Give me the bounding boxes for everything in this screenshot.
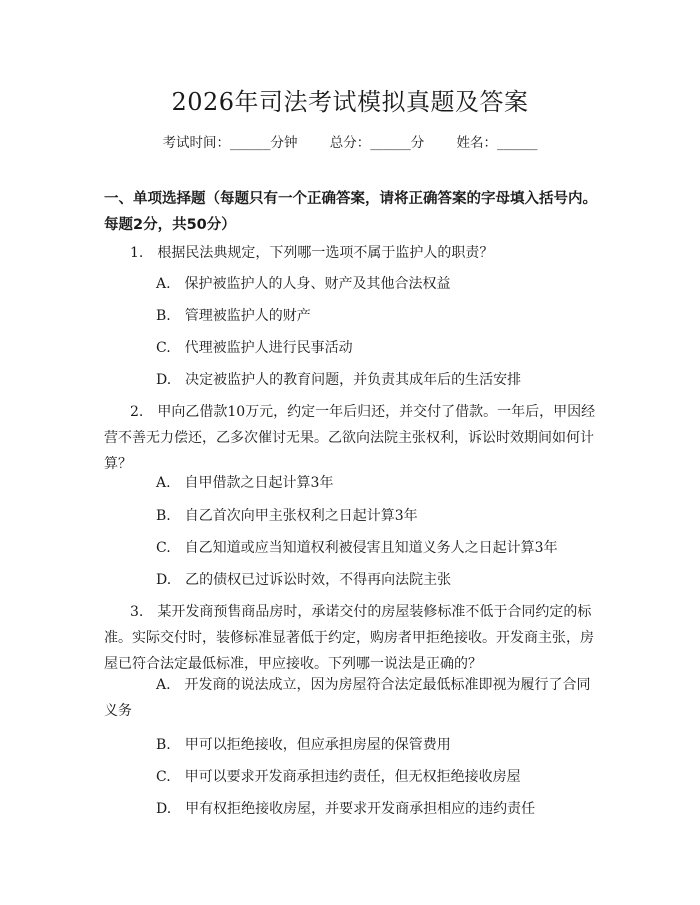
question-option: C. 甲可以要求开发商承担违约责任，但无权拒绝接收房屋: [156, 769, 521, 785]
section-heading: 一、单项选择题（每题只有一个正确答案，请将正确答案的字母填入括号内。每题2分，共50分）: [104, 191, 597, 233]
question-option: D. 乙的债权已过诉讼时效，不得再向法院主张: [156, 572, 452, 588]
total-score-field: 总分：______分: [329, 135, 425, 151]
question-stem: 2. 甲向乙借款10万元，约定一年后归还，并交付了借款。一年后，甲因经营不善无力偿还，乙多次催讨无果。乙欲向法院主张权利，诉讼时效期间如何计算？: [104, 404, 596, 472]
question-option: B. 管理被监护人的财产: [156, 308, 311, 324]
question-option: A. 自甲借款之日起计算3年: [156, 475, 334, 491]
question-stem: 3. 某开发商预售商品房时，承诺交付的房屋装修标准不低于合同约定的标准。实际交付时，装修标准显著低于约定，购房者甲拒绝接收。开发商主张，房屋已符合法定最低标准，甲应接收。下列哪一说法是正确的？: [104, 604, 594, 672]
question-stem: 1. 根据民法典规定，下列哪一选项不属于监护人的职责？: [130, 245, 494, 261]
exam-time-field: 考试时间：______分钟: [162, 135, 298, 151]
question-option: C. 自乙知道或应当知道权利被侵害且知道义务人之日起计算3年: [156, 540, 558, 556]
page-title: 2026年司法考试模拟真题及答案: [171, 88, 529, 116]
question-option: B. 自乙首次向甲主张权利之日起计算3年: [156, 508, 418, 524]
question-option: A. 保护被监护人的人身、财产及其他合法权益: [156, 276, 451, 292]
question-option: B. 甲可以拒绝接收，但应承担房屋的保管费用: [156, 737, 451, 753]
question-option: D. 决定被监护人的教育问题，并负责其成年后的生活安排: [156, 372, 522, 388]
question-option: D. 甲有权拒绝接收房屋，并要求开发商承担相应的违约责任: [156, 801, 536, 817]
question-option: A. 开发商的说法成立，因为房屋符合法定最低标准即视为履行了合同义务: [104, 677, 591, 719]
student-name-field: 姓名：______: [456, 135, 538, 151]
question-option: C. 代理被监护人进行民事活动: [156, 340, 353, 356]
exam-info-line: [0, 131, 700, 151]
